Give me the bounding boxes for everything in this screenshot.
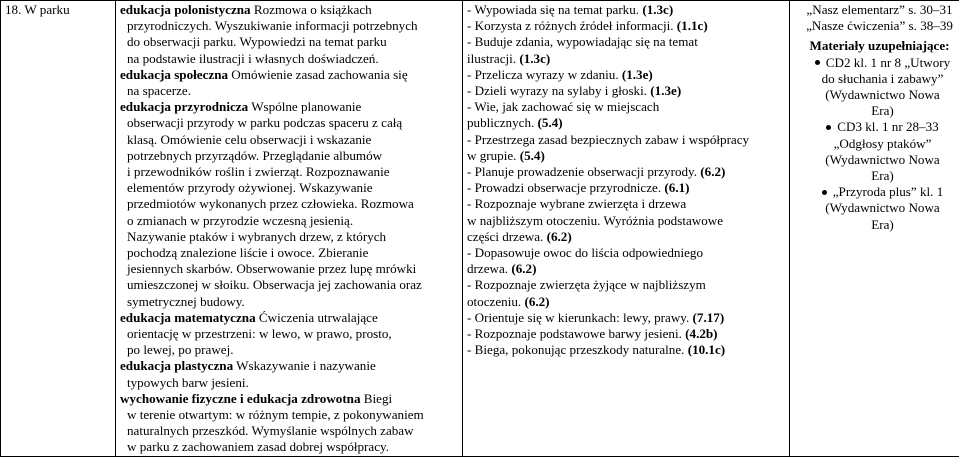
activity-line xyxy=(120,34,458,50)
activity-text: Rozmowa o książkach xyxy=(250,2,372,17)
outcome-line xyxy=(467,148,785,164)
subject-label: edukacja plastyczna xyxy=(120,358,234,374)
subject-label: wychowanie fizyczne i edukacja zdrowotna xyxy=(120,390,361,406)
activity-line xyxy=(120,342,458,358)
activity-text: w parku z zachowaniem zasad dobrej współpracy. xyxy=(127,439,390,455)
activity-line xyxy=(120,294,458,310)
material-text: Era) xyxy=(871,216,894,232)
material-item-line xyxy=(800,217,959,233)
material-item xyxy=(800,184,959,233)
activity-text: naturalnych przeszkód. Wymyślanie wspólnych zabaw xyxy=(127,423,414,439)
outcome-line xyxy=(467,196,785,212)
activity-line xyxy=(120,407,458,423)
curriculum-code: (1.3e) xyxy=(621,66,653,82)
activity-line xyxy=(120,423,458,439)
material-item-line xyxy=(800,168,959,184)
outcome-line xyxy=(467,2,785,18)
activity-text: Biegi xyxy=(360,390,393,406)
outcome-line xyxy=(467,245,785,261)
outcome-text: - Planuje prowadzenie obserwacji przyrody. xyxy=(467,164,701,180)
outcome-text: - Buduje zdania, wypowiadając się na temat xyxy=(467,34,698,50)
material-item xyxy=(800,119,959,184)
subject-label: edukacja społeczna xyxy=(120,66,229,82)
activity-line xyxy=(120,358,458,374)
activity-line xyxy=(120,18,458,34)
outcome-text: - Rozpoznaje podstawowe barwy jesieni. xyxy=(467,326,686,342)
curriculum-code: (5.4) xyxy=(537,115,563,131)
subject-label: edukacja przyrodnicza xyxy=(120,99,249,115)
activities-cell xyxy=(116,1,463,457)
activity-line xyxy=(120,180,458,196)
activity-text: do obserwacji parku. Wypowiedzi na temat parku xyxy=(127,34,387,50)
materials-heading: Materiały uzupełniające: xyxy=(809,38,950,54)
material-item xyxy=(800,55,959,120)
activity-line xyxy=(120,99,458,115)
activity-text: Omówienie zasad zachowania się xyxy=(228,66,408,82)
curriculum-code: (1.3e) xyxy=(650,83,682,99)
outcome-line xyxy=(467,99,785,115)
activity-text: umieszczonej w słoiku. Obserwacja jej zachowania oraz xyxy=(127,277,422,293)
material-text: „Przyroda plus” kl. 1 xyxy=(832,184,944,200)
curriculum-code: (4.2b) xyxy=(685,326,718,342)
activity-text: Wskazywanie i nazywanie xyxy=(233,358,376,374)
outcome-text: publicznych. xyxy=(467,115,538,131)
activity-line xyxy=(120,213,458,229)
outcome-text: - Dopasowuje owoc do liścia odpowiedniego xyxy=(467,245,704,261)
activity-line xyxy=(120,83,458,99)
activity-text: po lewej, po prawej. xyxy=(127,342,234,358)
activity-line xyxy=(120,229,458,245)
outcome-text: - Rozpoznaje zwierzęta żyjące w najbliższym xyxy=(467,277,706,293)
activity-text: Wspólne planowanie xyxy=(248,99,362,115)
outcome-text: - Wie, jak zachować się w miejscach xyxy=(467,99,660,115)
material-item-line xyxy=(800,87,959,103)
activity-line xyxy=(120,375,458,391)
outcome-text: - Dzieli wyrazy na sylaby i głoski. xyxy=(467,83,651,99)
material-text: (Wydawnictwo Nowa xyxy=(825,151,940,167)
lesson-title: 18. W parku xyxy=(5,2,70,17)
outcome-line xyxy=(467,326,785,342)
material-item-line xyxy=(800,200,959,216)
material-item-line xyxy=(800,71,959,87)
outcome-text: w najbliższym otoczeniu. Wyróżnia podstawowe xyxy=(467,212,724,228)
activity-text: przyrodniczych. Wyszukiwanie informacji potrzebnych xyxy=(127,18,418,34)
material-text: CD2 kl. 1 nr 8 „Utwory xyxy=(825,54,951,70)
activity-line xyxy=(120,261,458,277)
workbook-ref: „Nasze ćwiczenia” s. 38–39 xyxy=(806,18,953,34)
material-item-line xyxy=(800,119,959,135)
curriculum-code: (6.2) xyxy=(511,261,537,277)
material-text: „Odgłosy ptaków” xyxy=(833,135,932,151)
bullet-icon xyxy=(826,125,831,130)
activity-text: na spacerze. xyxy=(127,83,191,99)
outcome-line xyxy=(467,67,785,83)
bullet-icon xyxy=(822,190,827,195)
activity-line xyxy=(120,164,458,180)
activity-text: Nazywanie ptaków i wybranych drzew, z których xyxy=(127,228,387,244)
curriculum-code: (1.3c) xyxy=(642,2,674,17)
activity-line xyxy=(120,439,458,455)
curriculum-code: (6.2) xyxy=(700,164,726,180)
outcome-line xyxy=(467,261,785,277)
curriculum-code: (1.1c) xyxy=(676,18,708,34)
material-item-line xyxy=(800,184,959,200)
curriculum-code: (10.1c) xyxy=(687,342,726,358)
material-text: (Wydawnictwo Nowa xyxy=(825,200,940,216)
outcome-line xyxy=(467,213,785,229)
subject-label: edukacja polonistyczna xyxy=(120,2,251,17)
outcome-line xyxy=(467,277,785,293)
activity-line xyxy=(120,277,458,293)
activity-text: elementów przyrody ożywionej. Wskazywanie xyxy=(127,180,373,196)
outcome-text: otoczeniu. xyxy=(467,293,525,309)
activity-text: typowych barw jesieni. xyxy=(127,374,249,390)
subject-label: edukacja matematyczna xyxy=(120,309,256,325)
curriculum-code: (7.17) xyxy=(692,309,725,325)
activity-text: Ćwiczenia utrwalające xyxy=(255,309,378,325)
table-row xyxy=(1,1,959,457)
outcome-line xyxy=(467,132,785,148)
outcome-text: części drzewa. xyxy=(467,228,547,244)
activity-line xyxy=(120,245,458,261)
materials-cell xyxy=(790,1,959,457)
textbook-ref: „Nasz elementarz” s. 30–31 xyxy=(806,2,953,17)
activity-line xyxy=(120,391,458,407)
bullet-icon xyxy=(815,60,820,65)
curriculum-code: (6.2) xyxy=(524,293,550,309)
material-item-line xyxy=(800,55,959,71)
material-item-line xyxy=(800,136,959,152)
lesson-title-cell xyxy=(1,1,116,457)
curriculum-code: (6.1) xyxy=(664,180,690,196)
outcome-line xyxy=(467,115,785,131)
activity-text: jesiennych skarbów. Obserwowanie przez lupę mrówki xyxy=(127,261,417,277)
outcome-line xyxy=(467,229,785,245)
activity-line xyxy=(120,196,458,212)
activity-text: pochodzą znalezione liście i owoce. Zbieranie xyxy=(127,245,369,261)
activity-line xyxy=(120,132,458,148)
outcome-text: - Korzysta z różnych źródeł informacji. xyxy=(467,18,677,34)
activity-text: orientację w przestrzeni: w lewo, w prawo, prosto, xyxy=(127,326,392,342)
activity-text: klasą. Omówienie celu obserwacji i wskazanie xyxy=(127,131,372,147)
activity-line xyxy=(120,115,458,131)
outcome-line xyxy=(467,51,785,67)
material-item-line xyxy=(800,152,959,168)
material-text: do słuchania i zabawy” xyxy=(821,70,944,86)
material-item-line xyxy=(800,103,959,119)
outcome-text: drzewa. xyxy=(467,261,512,277)
materials-list xyxy=(794,55,959,233)
outcome-text: - Prowadzi obserwacje przyrodnicze. xyxy=(467,180,665,196)
outcomes-cell xyxy=(463,1,790,457)
curriculum-code: (5.4) xyxy=(519,147,545,163)
outcome-text: - Przestrzega zasad bezpiecznych zabaw i współpracy xyxy=(467,131,750,147)
activity-line xyxy=(120,310,458,326)
outcome-line xyxy=(467,34,785,50)
activity-line xyxy=(120,51,458,67)
activity-text: obserwacji przyrody w parku podczas spaceru z całą xyxy=(127,115,403,131)
outcome-line xyxy=(467,342,785,358)
outcome-text: - Orientuje się w kierunkach: lewy, prawy. xyxy=(467,309,693,325)
activity-text: na podstawie ilustracji i własnych doświadczeń. xyxy=(127,50,379,66)
outcome-line xyxy=(467,180,785,196)
activity-text: w terenie otwartym: w różnym tempie, z pokonywaniem xyxy=(127,407,424,423)
activity-text: o zmianach w przyrodzie wczesną jesienią. xyxy=(127,212,354,228)
material-text: Era) xyxy=(871,103,894,119)
outcome-text: ilustracji. xyxy=(467,50,520,66)
outcome-line xyxy=(467,164,785,180)
activity-text: potrzebnych przyrządów. Przeglądanie albumów xyxy=(127,147,383,163)
material-text: (Wydawnictwo Nowa xyxy=(825,87,940,103)
outcome-line xyxy=(467,294,785,310)
outcome-text: - Wypowiada się na temat parku. xyxy=(467,2,643,17)
activity-line xyxy=(120,67,458,83)
outcome-line xyxy=(467,310,785,326)
activity-text: symetrycznej budowy. xyxy=(127,293,245,309)
outcome-text: - Rozpoznaje wybrane zwierzęta i drzewa xyxy=(467,196,687,212)
curriculum-code: (1.3c) xyxy=(519,50,551,66)
material-text: CD3 kl. 1 nr 28–33 xyxy=(837,119,939,135)
material-text: Era) xyxy=(871,168,894,184)
activity-text: i przewodników roślin i zwierząt. Rozpoznawanie xyxy=(127,164,390,180)
curriculum-code: (6.2) xyxy=(546,228,572,244)
activity-text: przedmiotów wykonanych przez człowieka. Rozmowa xyxy=(127,196,414,212)
activity-line xyxy=(120,2,458,18)
outcome-text: w grupie. xyxy=(467,147,520,163)
activity-line xyxy=(120,148,458,164)
outcome-line xyxy=(467,83,785,99)
activity-line xyxy=(120,326,458,342)
outcome-line xyxy=(467,18,785,34)
outcome-text: - Przelicza wyrazy w zdaniu. xyxy=(467,66,622,82)
outcome-text: - Biega, pokonując przeszkody naturalne. xyxy=(467,342,688,358)
